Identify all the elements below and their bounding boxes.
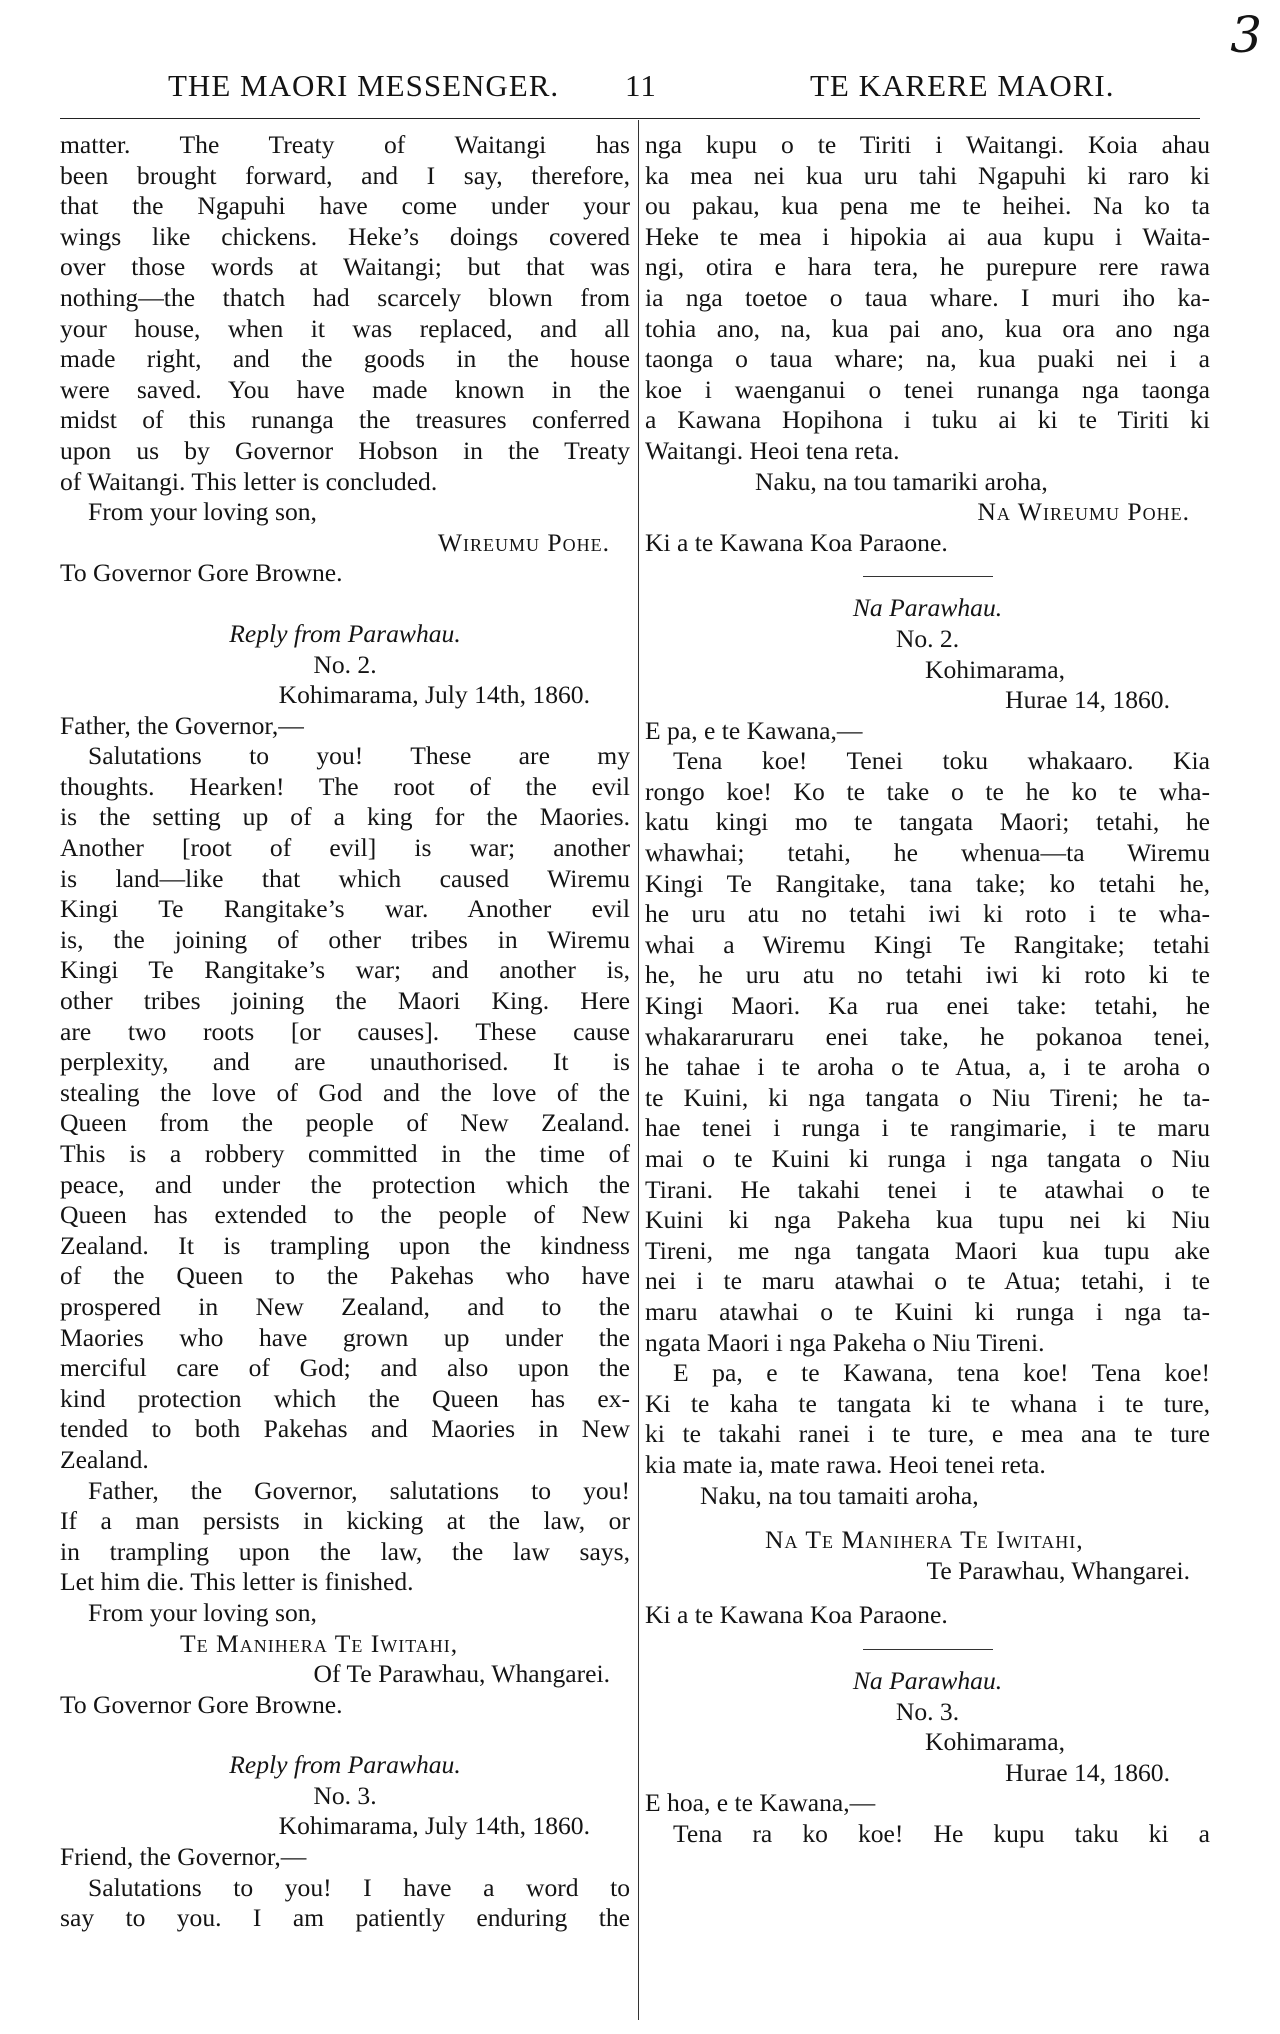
text-line: mai o te Kuini ki runga i nga tangata o Niu (645, 1144, 1210, 1173)
reply3-salutation: Friend, the Governor,— (60, 1842, 307, 1872)
reply2-date-place-maori: Kohimarama, (925, 654, 1066, 684)
maori-column (645, 130, 1210, 1849)
text-line: he, he uru atu no tetahi iwi ki roto ki te (645, 960, 1210, 990)
text-line: prospered in New Zealand, and to the (60, 1291, 630, 1321)
text-line: Tirani. He takahi tenei i te atawhai o te (645, 1174, 1210, 1204)
reply2-date: Kohimarama, July 14th, 1860. (278, 680, 590, 710)
reply3-heading: Reply from Parawhau. (229, 1750, 461, 1780)
reply2-heading-maori: Na Parawhau. (852, 593, 1003, 623)
text-line: merciful care of God; and also upon the (60, 1353, 630, 1383)
text-line: Another [root of evil] is war; another (60, 833, 630, 863)
reply2-closing: From your loving son, (88, 1597, 317, 1627)
text-line: nothing—the thatch had scarcely blown from (60, 282, 630, 312)
reply2-number: No. 2. (313, 649, 377, 679)
text-line: Heke te mea i hipokia ai aua kupu i Waita- (645, 221, 1210, 251)
text-line: of the Queen to the Pakehas who have (60, 1261, 630, 1291)
english-column (60, 130, 630, 1934)
text-line: kind protection which the Queen has ex- (60, 1383, 630, 1413)
column-divider (638, 120, 639, 2020)
letter1-text (60, 130, 630, 497)
text-line: This is a robbery committed in the time of (60, 1139, 630, 1168)
text-line: nei i te maru atawhai o te Atua; tetahi, i te (645, 1266, 1210, 1296)
text-line: tohia ano, na, kua pai ano, kua ora ano nga (645, 313, 1210, 343)
text-line: hae tenei i runga i te rangimarie, i te maru (645, 1113, 1210, 1143)
text-line: ka mea nei kua uru tahi Ngapuhi ki raro ki (645, 160, 1210, 190)
page-header (50, 68, 1230, 108)
reply2-text (60, 741, 630, 1475)
text-line: ngi, otira e hara tera, he purepure rere rawa (645, 252, 1210, 282)
text-line: Kingi Maori. Ka rua enei take: tetahi, he (645, 991, 1210, 1021)
text-line: Kingi Te Rangitake’s war; and another is, (60, 955, 630, 985)
text-line: he tahae i te aroha o te Atua, a, i te aroha o (645, 1052, 1210, 1082)
text-line: Tena ra ko koe! He kupu taku ki a (673, 1818, 1210, 1848)
text-line: kia mate ia, mate rawa. Heoi tenei reta. (645, 1449, 1046, 1479)
text-line: E pa, e te Kawana, tena koe! Tena koe! (673, 1358, 1210, 1388)
text-line: Salutations to you! I have a word to (88, 1872, 630, 1902)
text-line: ia nga toetoe o taua whare. I muri iho ka- (645, 282, 1210, 312)
text-line: Let him die. This letter is finished. (60, 1567, 414, 1597)
reply2-text-b (60, 1476, 630, 1598)
text-line: Kuini ki nga Pakeha kua tupu nei ki Niu (645, 1205, 1210, 1235)
reply3-date-place-maori: Kohimarama, (925, 1727, 1066, 1757)
reply3-number: No. 3. (313, 1780, 377, 1810)
text-line: ki te takahi ranei i te ture, e mea ana te ture (645, 1419, 1210, 1449)
reply2-salutation: Father, the Governor,— (60, 710, 304, 740)
text-line: nga kupu o te Tiriti i Waitangi. Koia ahau (645, 130, 1210, 159)
text-line: maru atawhai o te Kuini ki runga i nga ta- (645, 1296, 1210, 1326)
reply2-place: Of Te Parawhau, Whangarei. (313, 1659, 610, 1689)
text-line: peace, and under the protection which the (60, 1169, 630, 1199)
reply2-salutation-maori: E pa, e te Kawana,— (645, 715, 863, 745)
reply3-date: Kohimarama, July 14th, 1860. (278, 1811, 590, 1841)
text-line: say to you. I am patiently enduring the (60, 1903, 630, 1933)
text-line: whakararuraru enei take, he pokanoa tenei, (645, 1021, 1210, 1051)
reply2-heading: Reply from Parawhau. (229, 618, 461, 648)
text-line: over those words at Waitangi; but that was (60, 252, 630, 282)
reply2-text-maori (645, 746, 1210, 1358)
text-line: Salutations to you! These are my (88, 741, 630, 771)
reply3-date-maori: Hurae 14, 1860. (1005, 1757, 1170, 1787)
text-line: Queen from the people of New Zealand. (60, 1108, 630, 1138)
text-line: ngata Maori i nga Pakeha o Niu Tireni. (645, 1327, 1045, 1357)
text-line: Father, the Governor, salutations to you! (88, 1475, 630, 1505)
text-line: in trampling upon the law, the law says, (60, 1536, 630, 1566)
text-line: made right, and the goods in the house (60, 344, 630, 374)
text-line: whawhai; tetahi, he whenua—ta Wiremu (645, 838, 1210, 868)
text-line: midst of this runanga the treasures conferred (60, 405, 630, 435)
text-line: a Kawana Hopihona i tuku ai ki te Tiriti ki (645, 405, 1210, 435)
reply3-salutation-maori: E hoa, e te Kawana,— (645, 1788, 876, 1818)
text-line: of Waitangi. This letter is concluded. (60, 466, 438, 496)
reply2-signature-maori: Na Te Manihera Te Iwitahi, (765, 1525, 1084, 1555)
text-line: thoughts. Hearken! The root of the evil (60, 771, 630, 801)
text-line: matter. The Treaty of Waitangi has (60, 130, 630, 159)
text-line: other tribes joining the Maori King. Here (60, 986, 630, 1016)
text-line: is the setting up of a king for the Maories. (60, 802, 630, 832)
text-line: Ki te kaha te tangata ki te whana i te ture, (645, 1388, 1210, 1418)
text-line: Waitangi. Heoi tena reta. (645, 435, 900, 465)
letter1-text-maori (645, 130, 1210, 467)
text-line: wings like chickens. Heke’s doings covered (60, 221, 630, 251)
reply2-addressee-maori: Ki a te Kawana Koa Paraone. (645, 1600, 948, 1630)
text-line: are two roots [or causes]. These cause (60, 1016, 630, 1046)
text-line: stealing the love of God and the love of the (60, 1077, 630, 1107)
text-line: koe i waenganui o tenei runanga nga taonga (645, 374, 1210, 404)
page-mark: 3 (1230, 6, 1262, 64)
text-line: Zealand. It is trampling upon the kindness (60, 1230, 630, 1260)
text-line: Tena koe! Tenei toku whakaaro. Kia (673, 746, 1210, 776)
text-line: whai a Wiremu Kingi Te Rangitake; tetahi (645, 929, 1210, 959)
header-page-number: 11 (625, 68, 657, 103)
text-line: If a man persists in kicking at the law, or (60, 1506, 630, 1536)
text-line: Maories who have grown up under the (60, 1322, 630, 1352)
text-line: were saved. You have made known in the (60, 374, 630, 404)
reply2-number-maori: No. 2. (895, 623, 960, 653)
letter1-signature-maori: Na Wireumu Pohe. (977, 497, 1190, 527)
text-line: tended to both Pakehas and Maories in New (60, 1414, 630, 1444)
text-line: Kingi Te Rangitake’s war. Another evil (60, 894, 630, 924)
reply3-number-maori: No. 3. (895, 1696, 960, 1726)
section-rule (863, 576, 993, 577)
reply2-place-maori: Te Parawhau, Whangarei. (926, 1555, 1190, 1585)
reply2-signature: Te Manihera Te Iwitahi, (180, 1628, 459, 1658)
text-line: been brought forward, and I say, therefore, (60, 160, 630, 190)
text-line: Kingi Te Rangitake, tana take; ko tetahi he, (645, 868, 1210, 898)
text-line: rongo koe! Ko te take o te he ko te wha- (645, 776, 1210, 806)
letter1-addressee-maori: Ki a te Kawana Koa Paraone. (645, 527, 948, 557)
letter1-addressee: To Governor Gore Browne. (60, 558, 343, 588)
text-line: is, the joining of other tribes in Wiremu (60, 924, 630, 954)
letter1-closing: From your loving son, (88, 497, 317, 527)
letter1-signature: Wireumu Pohe. (437, 527, 610, 557)
reply3-text (60, 1873, 630, 1934)
section-rule (863, 1649, 993, 1650)
text-line: te Kuini, ki nga tangata o Niu Tireni; he ta- (645, 1082, 1210, 1112)
header-rule (60, 118, 1200, 119)
text-line: that the Ngapuhi have come under your (60, 191, 630, 221)
reply2-addressee: To Governor Gore Browne. (60, 1689, 343, 1719)
reply3-text-maori (645, 1819, 1210, 1850)
text-line: katu kingi mo te tangata Maori; tetahi, he (645, 807, 1210, 837)
header-english-title: THE MAORI MESSENGER. (168, 68, 560, 103)
text-line: ou pakau, kua pena me te heihei. Na ko ta (645, 191, 1210, 221)
text-line: Zealand. (60, 1444, 149, 1474)
text-line: perplexity, and are unauthorised. It is (60, 1047, 630, 1077)
text-line: upon us by Governor Hobson in the Treaty (60, 435, 630, 465)
reply2-closing-maori: Naku, na tou tamaiti aroha, (700, 1480, 979, 1510)
header-maori-title: TE KARERE MAORI. (810, 68, 1115, 103)
text-line: taonga o taua whare; na, kua puaki nei i a (645, 344, 1210, 374)
text-line: Queen has extended to the people of New (60, 1200, 630, 1230)
text-line: your house, when it was replaced, and all (60, 313, 630, 343)
text-line: he uru atu no tetahi iwi ki roto i te wha- (645, 899, 1210, 929)
reply2-text-b-maori (645, 1358, 1210, 1480)
text-line: is land—like that which caused Wiremu (60, 863, 630, 893)
text-line: Tireni, me nga tangata Maori kua tupu ake (645, 1235, 1210, 1265)
reply3-heading-maori: Na Parawhau. (852, 1665, 1003, 1695)
reply2-date-maori: Hurae 14, 1860. (1005, 685, 1170, 715)
letter1-closing-maori: Naku, na tou tamariki aroha, (755, 466, 1048, 496)
